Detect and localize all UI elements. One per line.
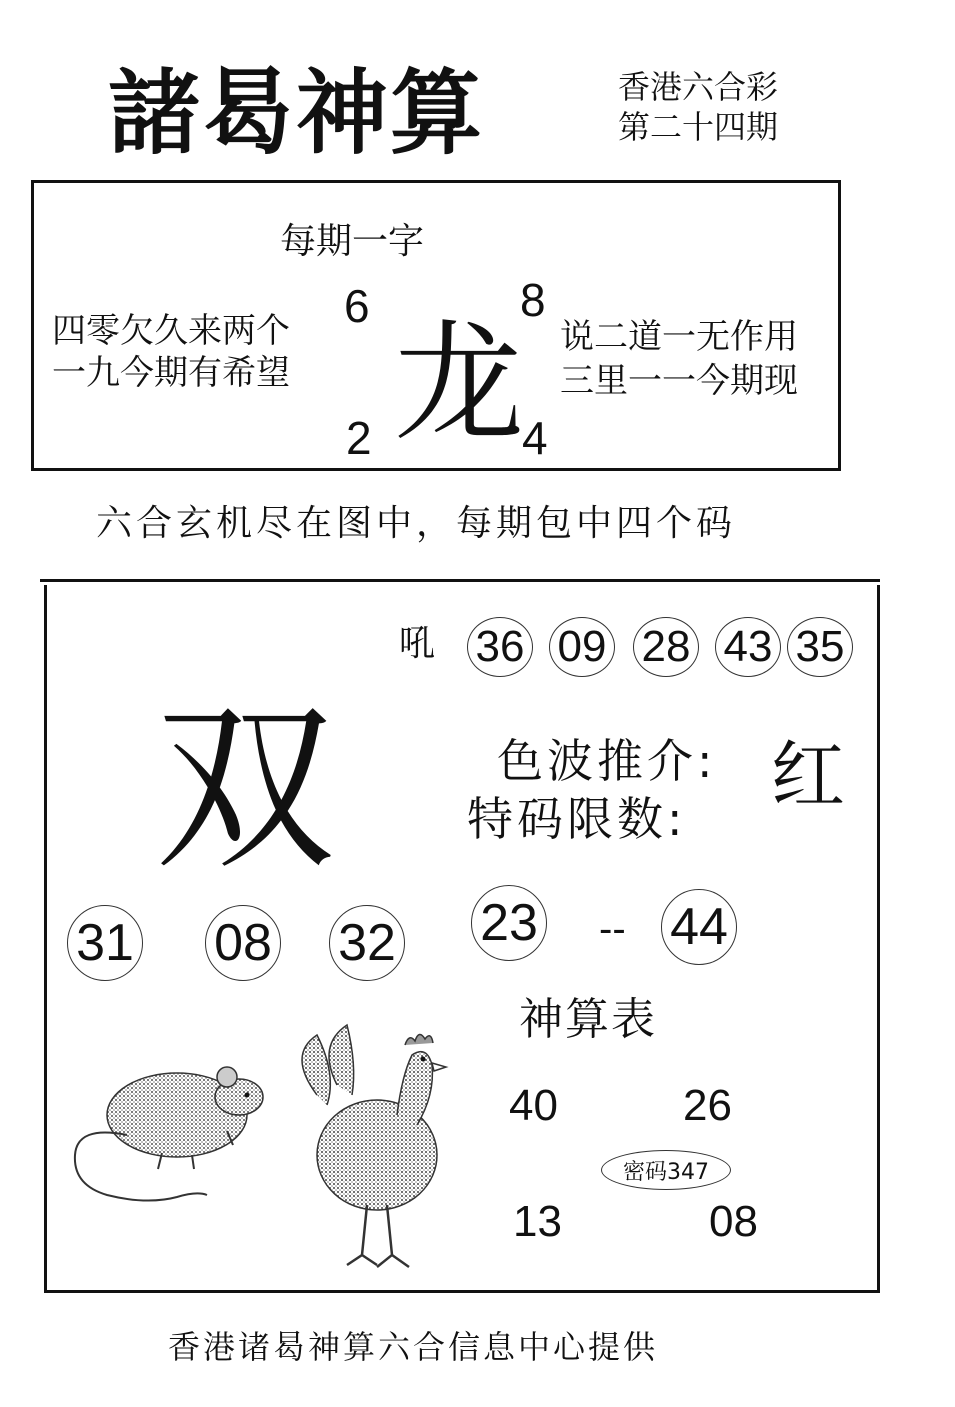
range-to-circle: 44: [661, 889, 737, 965]
roar-number-circle: 36: [467, 617, 533, 677]
rooster-image: [277, 1015, 457, 1275]
roar-label: 吼: [399, 623, 436, 664]
wave-label: 色波推介:: [497, 734, 717, 788]
page-title: 諸曷神算: [108, 60, 485, 167]
table-number: 40: [509, 1081, 558, 1130]
left-number-circle: 08: [205, 905, 281, 981]
table-number: 08: [709, 1197, 758, 1246]
table-title: 神算表: [519, 994, 657, 1045]
footer-credit: 香港诸曷神算六合信息中心提供: [168, 1328, 659, 1366]
table-number: 26: [683, 1081, 732, 1130]
roar-number-circle: 43: [715, 617, 781, 677]
table-number: 13: [513, 1197, 562, 1246]
roar-number-circle: 35: [787, 617, 853, 677]
left-number-circle: 32: [329, 905, 405, 981]
left-verse-line-1: 四零欠久来两个: [52, 311, 290, 351]
range-from-circle: 23: [471, 885, 547, 961]
daily-character-box: [31, 180, 841, 471]
main-box-top-rule: [40, 579, 880, 582]
lottery-name: 香港六合彩: [618, 68, 779, 106]
right-verse-line-1: 说二道一无作用: [560, 317, 798, 357]
roar-number-circle: 09: [549, 617, 615, 677]
corner-number-top-right: 8: [520, 274, 546, 326]
tagline: 六合玄机尽在图中，每期包中四个码: [96, 503, 737, 544]
rat-image: [67, 1055, 267, 1225]
left-number-circle: 31: [67, 905, 143, 981]
roar-number-circle: 28: [633, 617, 699, 677]
big-character: 双: [155, 685, 336, 894]
range-dash: --: [599, 907, 626, 951]
main-box: [44, 585, 880, 1293]
issue-number: 第二十四期: [618, 108, 779, 146]
limit-label: 特码限数:: [467, 792, 687, 846]
daily-heading: 每期一字: [280, 221, 425, 262]
corner-number-top-left: 6: [344, 280, 370, 332]
left-verse-line-2: 一九今期有希望: [52, 353, 290, 393]
corner-number-bottom-left: 2: [346, 412, 372, 464]
secret-code-badge: 密码347: [601, 1150, 731, 1190]
daily-character: 龙: [394, 307, 525, 459]
wave-value: 红: [771, 733, 845, 819]
corner-number-bottom-right: 4: [522, 412, 548, 464]
right-verse-line-2: 三里一一今期现: [560, 361, 798, 401]
